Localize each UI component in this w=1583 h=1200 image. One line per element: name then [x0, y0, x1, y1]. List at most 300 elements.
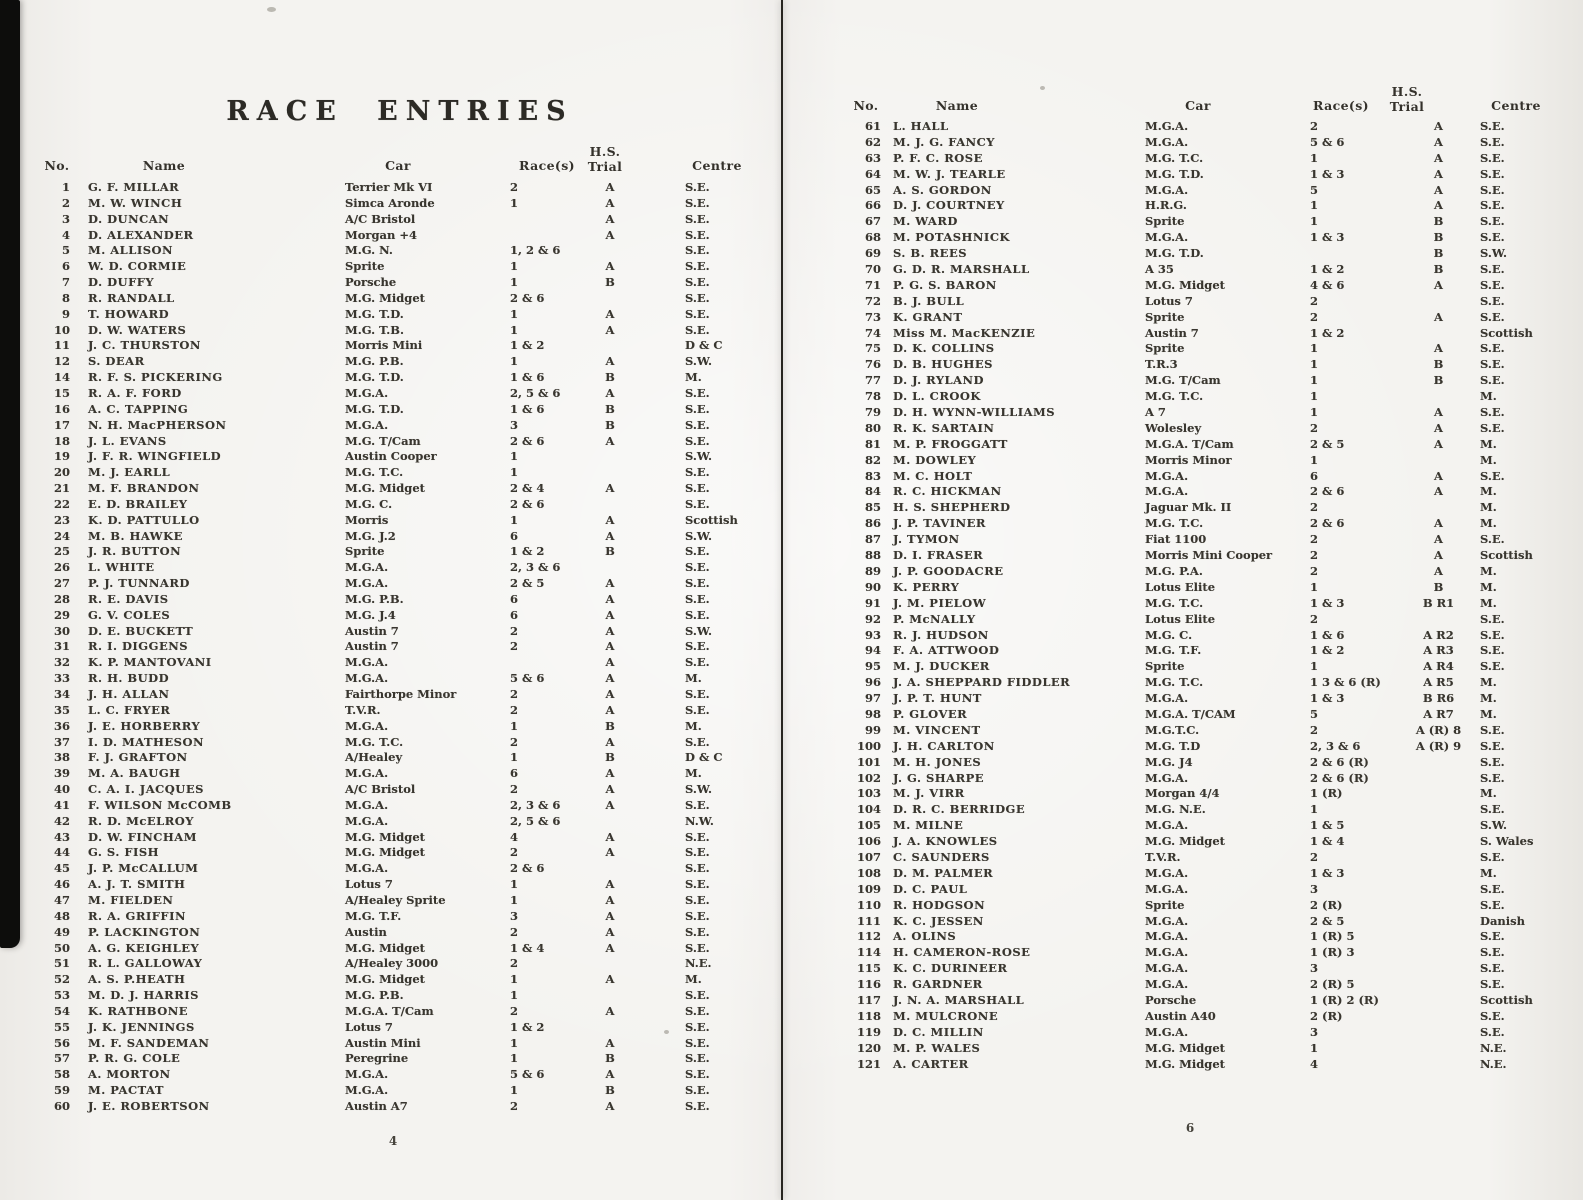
entry-no: 94 [864, 643, 881, 658]
entry-centre: N.E. [685, 956, 712, 971]
entry-no: 30 [53, 623, 70, 638]
entry-races: 1 [1310, 1040, 1319, 1055]
entry-trial: B [605, 370, 615, 385]
entry-races: 2 [1310, 722, 1319, 737]
entry-races: 4 [1310, 1056, 1319, 1071]
entry-name: A. MORTON [88, 1067, 171, 1082]
entry-centre: S.E. [685, 734, 710, 749]
entry-no: 101 [856, 754, 881, 769]
entry-car: M.G. P.B. [345, 988, 404, 1003]
entry-races: 2 & 5 [1310, 436, 1345, 451]
entry-name: J. H. CARLTON [893, 738, 995, 753]
entry-name: W. D. CORMIE [88, 259, 187, 274]
entry-name: J. L. EVANS [88, 433, 167, 448]
entry-car: M.G. P.B. [345, 354, 404, 369]
entry-car: M.G. J4 [1145, 754, 1193, 769]
entry-trial: A [605, 892, 615, 907]
entry-races: 2 [1310, 420, 1319, 435]
entry-no: 40 [53, 782, 70, 797]
entry-no: 19 [53, 449, 70, 464]
entry-no: 25 [53, 544, 70, 559]
entry-races: 6 [510, 528, 519, 543]
entry-no: 73 [864, 309, 881, 324]
entry-centre: S.E. [1480, 611, 1505, 626]
entry-centre: S.E. [685, 607, 710, 622]
entry-car: M.G. T.C. [345, 734, 404, 749]
entry-car: M.G. T.F. [345, 908, 402, 923]
entry-races: 1 & 6 [510, 401, 545, 416]
entry-no: 105 [856, 818, 881, 833]
entry-centre: S.E. [685, 845, 710, 860]
entry-car: M.G. Midget [345, 290, 425, 305]
entry-car: M.G.A. [1145, 881, 1189, 896]
entry-car: M.G.A. [1145, 119, 1189, 133]
col-header-car: Car [385, 158, 411, 173]
col-header-name: Name [142, 158, 186, 173]
entry-no: 62 [864, 134, 881, 149]
entry-car: A 7 [1145, 405, 1166, 420]
entry-name: J. R. BUTTON [88, 544, 182, 559]
entry-centre: S.E. [685, 465, 710, 480]
entry-races: 1 [1310, 198, 1319, 213]
entry-centre: M. [1480, 706, 1497, 721]
entry-car: Sprite [1145, 309, 1185, 324]
entry-races: 2 [510, 782, 519, 797]
entry-car: M.G. T/Cam [1145, 373, 1221, 388]
entry-races: 4 [510, 829, 519, 844]
entry-row [40, 1098, 760, 1117]
entry-name: M. F. SANDEMAN [88, 1035, 210, 1050]
entry-races: 1 [1310, 405, 1319, 420]
entry-races: 3 [510, 908, 519, 923]
entry-car: Morris [345, 512, 389, 527]
entries-table-right [845, 121, 1560, 1074]
entry-races: 1 [510, 1083, 519, 1098]
entry-centre: S.E. [685, 702, 710, 717]
entry-centre: S.E. [1480, 150, 1505, 165]
entry-car: T.V.R. [1145, 849, 1181, 864]
entry-car: M.G.A. [345, 385, 389, 400]
entry-trial: A [1434, 548, 1443, 563]
entry-centre: S.E. [1480, 945, 1505, 960]
entry-trial: A [1434, 468, 1443, 483]
entry-car: M.G. C. [1145, 627, 1193, 642]
entry-no: 90 [864, 579, 881, 594]
entry-name: K. PERRY [893, 579, 960, 594]
entry-car: M.G. N.E. [1145, 802, 1206, 817]
entry-races: 2, 5 & 6 [510, 813, 561, 828]
entry-no: 6 [61, 259, 70, 274]
entry-name: A. S. GORDON [893, 182, 992, 197]
entry-name: P. R. G. COLE [88, 1051, 181, 1066]
entry-races: 1 & 3 [1310, 166, 1345, 181]
entry-races: 2 & 6 [510, 290, 545, 305]
entry-centre: S.E. [685, 1019, 710, 1034]
entry-car: M.G. T.F. [1145, 643, 1202, 658]
entry-centre: S.E. [1480, 977, 1505, 992]
entry-no: 3 [61, 211, 70, 226]
col-header-car: Car [1185, 98, 1211, 113]
entry-centre: S.E. [685, 829, 710, 844]
entry-car: Austin 7 [345, 623, 399, 638]
entry-no: 81 [864, 436, 881, 451]
entry-no: 47 [53, 892, 70, 907]
entry-races: 1 [1310, 452, 1319, 467]
entry-centre: M. [1480, 452, 1497, 467]
entry-races: 2 [510, 1003, 519, 1018]
entry-centre: M. [1480, 436, 1497, 451]
entry-car: H.R.G. [1145, 198, 1187, 213]
entry-races: 1 & 6 [1310, 627, 1345, 642]
entry-trial: A [605, 433, 615, 448]
entry-trial: A [605, 702, 615, 717]
entry-name: J. C. THURSTON [88, 338, 201, 353]
entry-car: Lotus 7 [345, 877, 393, 892]
entry-name: M. B. HAWKE [88, 528, 183, 543]
entry-no: 37 [53, 734, 70, 749]
entry-name: D. L. CROOK [893, 389, 981, 404]
entry-trial: A [1434, 341, 1443, 356]
entry-no: 49 [53, 924, 70, 939]
entry-centre: S.E. [685, 180, 710, 194]
entry-name: M. A. BAUGH [88, 766, 181, 781]
entry-no: 58 [53, 1067, 70, 1082]
entry-centre: M. [1480, 516, 1497, 531]
entry-car: A/Healey Sprite [345, 892, 446, 907]
entry-car: M.G. T.D. [345, 370, 404, 385]
entry-car: Sprite [1145, 214, 1185, 229]
entry-trial: A R5 [1423, 675, 1454, 690]
entry-car: M.G.A. [345, 797, 389, 812]
entry-car: A/C Bristol [345, 211, 416, 226]
entry-name: A. S. P.HEATH [88, 972, 186, 987]
entry-no: 120 [856, 1040, 881, 1055]
entry-name: A. G. KEIGHLEY [88, 940, 200, 955]
entry-races: 1 & 3 [1310, 865, 1345, 880]
entry-no: 117 [856, 992, 881, 1007]
entry-no: 66 [864, 198, 881, 213]
entry-centre: S.E. [1480, 659, 1505, 674]
entry-no: 70 [864, 262, 881, 277]
entry-centre: S.E. [685, 290, 710, 305]
entry-name: M. C. HOLT [893, 468, 973, 483]
col-header-trial: Trial [1389, 99, 1425, 114]
entry-car: T.R.3 [1145, 357, 1178, 372]
entry-name: J. E. HORBERRY [88, 718, 201, 733]
entry-car: Sprite [345, 544, 385, 559]
entry-trial: A [605, 576, 615, 591]
entry-races: 2 [1310, 563, 1319, 578]
entry-name: M. J. EARLL [88, 465, 171, 480]
entry-no: 16 [53, 401, 70, 416]
entry-no: 107 [856, 849, 881, 864]
entry-no: 57 [53, 1051, 70, 1066]
entry-no: 71 [864, 277, 881, 292]
entry-name: M. F. BRANDON [88, 481, 200, 496]
entry-name: A. OLINS [893, 929, 957, 944]
entry-trial: A [605, 512, 615, 527]
entry-centre: S.W. [685, 782, 713, 797]
entry-races: 6 [510, 591, 519, 606]
entry-races: 4 & 6 [1310, 277, 1345, 292]
entry-races: 6 [510, 766, 519, 781]
entry-name: J. P. TAVINER [893, 516, 986, 531]
entry-car: M.G.A. [1145, 230, 1189, 245]
entry-trial: A [1434, 277, 1443, 292]
entry-no: 39 [53, 766, 70, 781]
entry-trial: B [605, 1083, 615, 1098]
entry-trial: A [1434, 198, 1443, 213]
entry-car: M.G. T.D. [1145, 246, 1204, 261]
entry-centre: S.E. [685, 1067, 710, 1082]
entry-car: Austin [345, 924, 387, 939]
entry-centre: S.E. [1480, 134, 1505, 149]
entry-car: M.G. T.C. [1145, 389, 1204, 404]
entry-trial: B [1433, 230, 1444, 245]
entry-name: L. HALL [893, 119, 949, 133]
entry-trial: A [605, 385, 615, 400]
entry-no: 18 [53, 433, 70, 448]
entry-row [845, 1056, 1560, 1075]
entry-races: 2 & 6 [1310, 484, 1345, 499]
entry-trial: A [605, 924, 615, 939]
entry-no: 28 [53, 591, 70, 606]
entry-car: M.G.A. [1145, 945, 1189, 960]
entry-name: M. POTASHNICK [893, 230, 1010, 245]
entry-car: Austin A40 [1145, 1008, 1216, 1023]
entry-name: P. G. S. BARON [893, 277, 997, 292]
page-number-right: 6 [1185, 1121, 1195, 1135]
entry-races: 1 & 6 [510, 370, 545, 385]
entry-car: Terrier Mk VI [345, 180, 433, 194]
entry-no: 27 [53, 576, 70, 591]
entry-races: 2 & 5 [510, 576, 545, 591]
entry-car: Sprite [1145, 341, 1185, 356]
entry-no: 65 [864, 182, 881, 197]
entry-car: M.G. T.C. [1145, 150, 1204, 165]
entry-car: M.G.A. [1145, 182, 1189, 197]
entry-races: 2 [1310, 293, 1319, 308]
entry-no: 78 [864, 389, 881, 404]
entry-races: 5 & 6 [510, 671, 545, 686]
entry-centre: S.E. [1480, 929, 1505, 944]
entry-no: 72 [864, 293, 881, 308]
entry-races: 1 [1310, 150, 1319, 165]
entry-no: 83 [864, 468, 881, 483]
entry-races: 1 [1310, 341, 1319, 356]
entry-car: Fiat 1100 [1145, 532, 1207, 547]
entry-name: Miss M. MacKENZIE [893, 325, 1036, 340]
entry-car: Jaguar Mk. II [1145, 500, 1232, 515]
entry-name: K. P. MANTOVANI [88, 655, 212, 670]
entry-races: 1 [510, 354, 519, 369]
entry-races: 2 & 6 [510, 433, 545, 448]
entry-races: 1 [510, 449, 519, 464]
entry-car: M.G. T.C. [1145, 595, 1204, 610]
entry-trial: B [605, 544, 615, 559]
entry-car: M.G.A. [1145, 134, 1189, 149]
entry-car: M.G.A. [345, 560, 389, 575]
entry-races: 1 & 4 [1310, 834, 1345, 849]
entry-name: P. McNALLY [893, 611, 976, 626]
entry-centre: S.E. [1480, 166, 1505, 181]
entry-races: 2 [510, 687, 519, 701]
entry-name: K. RATHBONE [88, 1003, 189, 1018]
entry-trial: A (R) 9 [1415, 738, 1462, 753]
entry-no: 98 [864, 706, 881, 721]
entry-centre: M. [1480, 691, 1497, 706]
entry-centre: S.E. [685, 1003, 710, 1018]
entry-name: D. DUNCAN [88, 211, 170, 226]
entry-trial: A [1434, 134, 1443, 149]
entry-races: 2 [510, 639, 519, 654]
entry-centre: M. [1480, 786, 1497, 801]
entry-races: 1 [1310, 389, 1319, 404]
entry-no: 74 [864, 325, 881, 340]
entry-trial: A [605, 322, 615, 337]
entry-car: Lotus 7 [345, 1019, 393, 1034]
entry-races: 1 [510, 750, 519, 765]
entry-name: F. WILSON McCOMB [88, 797, 232, 812]
entry-centre: S.E. [685, 544, 710, 559]
entry-races: 5 [1310, 182, 1319, 197]
entry-no: 67 [864, 214, 881, 229]
entry-centre: Scottish [1480, 992, 1533, 1007]
entry-no: 77 [864, 373, 881, 388]
entry-races: 3 [1310, 961, 1319, 976]
entry-races: 1 [1310, 579, 1319, 594]
entry-name: K. GRANT [893, 309, 963, 324]
entry-trial: B [1433, 373, 1444, 388]
entry-races: 2 [1310, 532, 1319, 547]
entry-centre: S.E. [685, 797, 710, 812]
entry-car: M.G. Midget [1145, 1040, 1225, 1055]
entry-trial: A [605, 227, 615, 242]
page-right [845, 0, 1560, 1200]
entry-car: M.G. P.A. [1145, 563, 1203, 578]
entry-no: 97 [864, 691, 881, 706]
entry-name: J. A. SHEPPARD FIDDLER [893, 675, 1071, 690]
entry-car: A/C Bristol [345, 782, 416, 797]
entry-centre: S.E. [685, 639, 710, 654]
entry-no: 116 [856, 977, 881, 992]
entry-no: 53 [53, 988, 70, 1003]
entry-trial: A [605, 195, 615, 210]
entry-races: 2 (R) [1310, 1008, 1343, 1023]
entry-trial: A [605, 766, 615, 781]
entry-races: 2, 3 & 6 [1310, 738, 1361, 753]
entry-no: 61 [864, 119, 881, 133]
entry-races: 3 [1310, 1024, 1319, 1039]
entry-name: H. S. SHEPHERD [893, 500, 1011, 515]
entry-centre: S.E. [685, 385, 710, 400]
entry-car: M.G.A. [345, 1067, 389, 1082]
entry-trial: B [1433, 246, 1444, 261]
entry-races: 1 [510, 718, 519, 733]
entry-no: 34 [53, 687, 70, 701]
entry-trial: A [605, 639, 615, 654]
entry-name: M. W. J. TEARLE [893, 166, 1006, 181]
entry-no: 87 [864, 532, 881, 547]
entry-car: M.G. T.D. [1145, 166, 1204, 181]
col-header-hs: H.S. [1391, 84, 1423, 99]
entry-car: M.G.A. [345, 861, 389, 876]
entry-name: J. P. T. HUNT [893, 691, 982, 706]
entry-centre: S.E. [685, 195, 710, 210]
entry-no: 115 [856, 961, 881, 976]
entry-no: 96 [864, 675, 881, 690]
entry-car: M.G. T.C. [1145, 516, 1204, 531]
entry-no: 21 [53, 481, 70, 496]
col-header-trial: Trial [587, 159, 623, 174]
entry-name: J. P. McCALLUM [88, 861, 199, 876]
entry-no: 31 [53, 639, 70, 654]
entry-centre: D & C [685, 750, 723, 765]
entry-name: J. G. SHARPE [893, 770, 985, 785]
entry-name: M. H. JONES [893, 754, 982, 769]
entry-centre: S.E. [1480, 897, 1505, 912]
entry-centre: S.E. [685, 1083, 710, 1098]
entry-races: 2 [1310, 500, 1319, 515]
entry-name: M. P. FROGGATT [893, 436, 1008, 451]
entry-no: 48 [53, 908, 70, 923]
scan-edge-bar [0, 0, 20, 948]
entry-trial: A [605, 180, 615, 194]
entry-trial: B [605, 275, 615, 290]
entry-name: R. RANDALL [88, 290, 175, 305]
entry-car: Porsche [1145, 992, 1197, 1007]
entry-name: M. PACTAT [88, 1083, 164, 1098]
entry-centre: N.E. [1480, 1056, 1507, 1071]
entry-name: P. J. TUNNARD [88, 576, 190, 591]
entry-no: 108 [856, 865, 881, 880]
entry-centre: Scottish [685, 512, 738, 527]
entry-no: 52 [53, 972, 70, 987]
entry-no: 75 [864, 341, 881, 356]
entry-no: 45 [53, 861, 70, 876]
entry-no: 12 [53, 354, 70, 369]
entry-no: 109 [856, 881, 881, 896]
entry-races: 2 [510, 734, 519, 749]
entry-name: K. D. PATTULLO [88, 512, 200, 527]
entry-centre: S.E. [685, 259, 710, 274]
entry-name: M. J. VIRR [893, 786, 965, 801]
entry-races: 2, 3 & 6 [510, 560, 561, 575]
entry-races: 2 [510, 956, 519, 971]
entry-car: T.V.R. [345, 702, 381, 717]
entry-races: 1 & 5 [1310, 818, 1345, 833]
entry-trial: B [1433, 357, 1444, 372]
entry-car: M.G. Midget [345, 829, 425, 844]
entry-name: G. S. FISH [88, 845, 160, 860]
entry-name: D. C. MILLIN [893, 1024, 984, 1039]
entry-centre: S.E. [1480, 627, 1505, 642]
entry-trial: A R3 [1423, 643, 1454, 658]
entry-centre: S.E. [685, 940, 710, 955]
entry-car: M.G.A. [345, 766, 389, 781]
entry-centre: S.E. [1480, 961, 1505, 976]
entry-name: M. WARD [893, 214, 958, 229]
page-number-left: 4 [388, 1134, 398, 1148]
entry-centre: S.E. [1480, 277, 1505, 292]
entry-races: 5 & 6 [1310, 134, 1345, 149]
entry-trial: A [1434, 484, 1443, 499]
entries-table-left [40, 182, 760, 1117]
entry-name: M. J. DUCKER [893, 659, 990, 674]
entry-name: M. W. WINCH [88, 195, 183, 210]
entry-centre: S.E. [685, 417, 710, 432]
entry-centre: S.W. [1480, 818, 1508, 833]
